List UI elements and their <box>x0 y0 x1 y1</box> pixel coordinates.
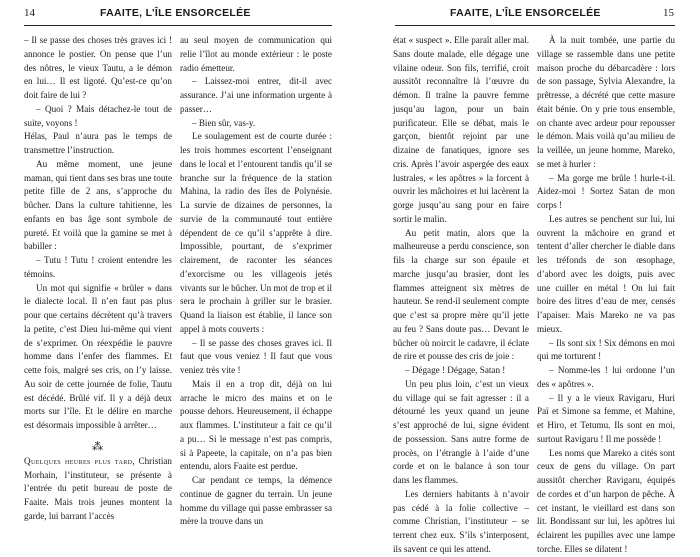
right-page <box>350 0 700 554</box>
paragraph: Le soulagement est de courte durée : les trois hommes escortent l’enseignant dans le local et l’entourent tandis qu’il se branche sur la fréquence de la station Mahina, la radio des îles de Polynésie. La survie de dizaines de personnes, la survie de la communauté tout entière dépendent de ce qu’il s’apprête à dire. Impossible, pourtant, de s’exprimer clairement, de raconter les séances d’exorcisme ou les villageois jetés vivants sur le bûcher. Un mot de trop et il sera le prochain à griller sur le brasier. Quand la liaison est établie, il lance son appel à mots couverts : <box>180 131 332 334</box>
paragraph: – Nomme-les ! lui ordonne l’un des « apôtres ». <box>537 365 675 389</box>
page-number: 14 <box>24 7 35 19</box>
running-head: FAAITE, L’ÎLE ENSORCELÉE <box>100 7 251 19</box>
paragraph: Au petit matin, alors que la malheureuse a perdu conscience, son fils la charge sur son épaule et marche jusqu’au brasier, dont les flammes atteignent six mètres de hauteur. Se rend-il seulement compte que c’est sa propre mère qu’il jette au feu ? Sans doute pas… Devant le bûcher où noircit le cadavre, il éclate de rire et pousse des cris de joie : <box>393 227 529 362</box>
small-caps-opening: Quelques heures plus tard, <box>24 455 136 466</box>
paragraph: Les autres se penchent sur lui, lui ouvrent la mâchoire en grand et tentent d’aller chercher le diable dans les tréfonds de son œsophage, d’abord avec les doigts, puis avec une cuiller en métal ! On lui fait boire des litres d’eau de mer, censés l’apaiser. Mais Mareko ne va pas mieux. <box>537 213 675 334</box>
paragraph: – Ils sont six ! Six démons en moi qui me torturent ! <box>537 337 675 362</box>
paragraph: – Ma gorge me brûle ! hurle-t-il. Aidez-moi ! Sortez Satan de mon corps ! <box>537 172 675 210</box>
paragraph: – Tutu ! Tutu ! croient entendre les témoins. <box>24 255 172 279</box>
section-opening-paragraph <box>24 455 172 524</box>
left-page <box>0 0 350 527</box>
paragraph: – Laissez-moi entrer, dit-il avec assurance. J’ai une information urgente à passer… <box>180 76 332 114</box>
paragraph: – Il se passe des choses graves ici. Il faut que vous veniez ! Il faut que vous veniez très vite ! <box>180 337 332 375</box>
left-column-2 <box>180 34 332 527</box>
paragraph: Mais il en a trop dit, déjà on lui arrache le micro des mains et on le pousse dehors. Heureusement, il échappe aux flammes. L’instituteur a fait ce qu’il a pu… Si le message n’est pas compris, si à Papeete, la capitale, on n’a pas bien entendu, alors Faaite est perdue. <box>180 378 332 472</box>
opening-text: Christian Morhain, l’instituteur, se présente à l’entrée du petit bureau de poste de Faaite. Mais trois jeunes montent la garde, lui barrant l’accès <box>24 455 172 521</box>
paragraph: – Il se passe des choses très graves ici ! annonce le postier. On pense que l’un des nôtres, le vieux Tautu, a le démon en lui… Il est ligoté. Qu’est-ce qu’on doit faire de lui ? <box>24 35 172 100</box>
paragraph: Car pendant ce temps, la démence continue de gagner du terrain. Un jeune homme du village qui passe embrasser sa mère la trouve dans un <box>180 475 332 527</box>
paragraph: Les derniers habitants à n’avoir pas cédé à la folie collective – comme Christian, l’instituteur – se terrent chez eux. S’ils s’interposent, ils savent ce qui les attend. <box>393 488 529 554</box>
paragraph: – Bien sûr, vas-y. <box>192 117 256 128</box>
paragraph: Au même moment, une jeune maman, qui tient dans ses bras une toute petite fille de 2 ans, s’approche du bûcher. Dans la culture tahitienne, les enfants en bas âge sont symbole de pureté. Et voilà que la gamine se met à babiller : <box>24 158 172 252</box>
right-column-2 <box>537 34 675 554</box>
paragraph: Les noms que Mareko a cités sont ceux de gens du village. On part aussitôt chercher Ravigaru, équipés de cordes et d’un harpon de pêche. À cet instant, le vieillard est dans son lit. Bondissant sur lui, les apôtres lui éclairent les pupilles avec une lampe torche. Elles se dilatent ! <box>537 447 675 554</box>
paragraph: Un mot qui signifie « brûler » dans le dialecte local. Il n’en faut pas plus pour que certains décrètent qu’à travers la petite, c’est Dieu lui-même qui vient de s’exprimer. On réexpédie le pauvre homme dans l’enfer des flammes. Et cette fois, malgré ses cris, on l’y laisse. Au soir de cette journée de folie, Tautu est décédé. Brûlé vif. Il y a déjà deux morts sur l’île. Et le délire en marche est désormais impossible à arrêter… <box>24 282 172 430</box>
header-rule <box>24 25 332 26</box>
paragraph: Un peu plus loin, c’est un vieux du village qui se fait agresser : il a détourné les yeux quand un jeune s’est approché de lui, signe évident de possession. Sans autre forme de procès, on l’étrangle à l’aide d’une corde et on le balance à son tour dans les flammes. <box>393 378 529 485</box>
paragraph: À la nuit tombée, une partie du village se rassemble dans une petite maison proche du débarcadère : lors de son passage, Sylvia Alexandre, la prêtresse, a décrété que cette masure était bénie. On y prie tous ensemble, on chante avec ardeur pour repousser le démon. Mais voilà qu’au milieu de la veillée, un jeune homme, Mareko, se met à hurler : <box>537 35 675 169</box>
paragraph: – Quoi ? Mais détachez-le tout de suite, voyons ! <box>24 103 172 128</box>
page-number: 15 <box>663 7 674 19</box>
paragraph: au seul moyen de communication qui relie l’îlot au monde extérieur : le poste radio émetteur. <box>180 35 332 73</box>
paragraph: – Il y a le vieux Ravigaru, Huri Paï et Simone sa femme, et Mahine, et Hiro, et Tetumu. Ils sont en moi, surtout Ravigaru ! Il me possède ! <box>537 392 675 444</box>
header-rule <box>395 25 675 26</box>
section-separator: ⁂ <box>92 440 104 453</box>
paragraph: – Dégage ! Dégage, Satan ! <box>405 365 506 375</box>
running-head: FAAITE, L’ÎLE ENSORCELÉE <box>450 7 601 19</box>
paragraph: état « suspect ». Elle paraît aller mal. Sans doute malade, elle dégage une vilaine odeur. Son fils, terrifié, croit aussitôt reconnaître là l’œuvre du démon. Il traîne la pauvre femme jusqu’au lagon, pour un bain purificateur. Elle se débat, mais le garçon, bientôt rejoint par une dizaine de fanatiques, ignore ses cris. Après l’avoir aspergée des eaux lustrales, « les apôtres » la forcent à ouvrir les mâchoires et lui lacèrent la gorge jusqu’au sang pour en faire sortir le malin. <box>393 35 529 224</box>
right-column-1 <box>393 34 529 554</box>
left-column-1 <box>24 34 172 521</box>
paragraph: Hélas, Paul n’aura pas le temps de transmettre l’instruction. <box>24 131 172 155</box>
